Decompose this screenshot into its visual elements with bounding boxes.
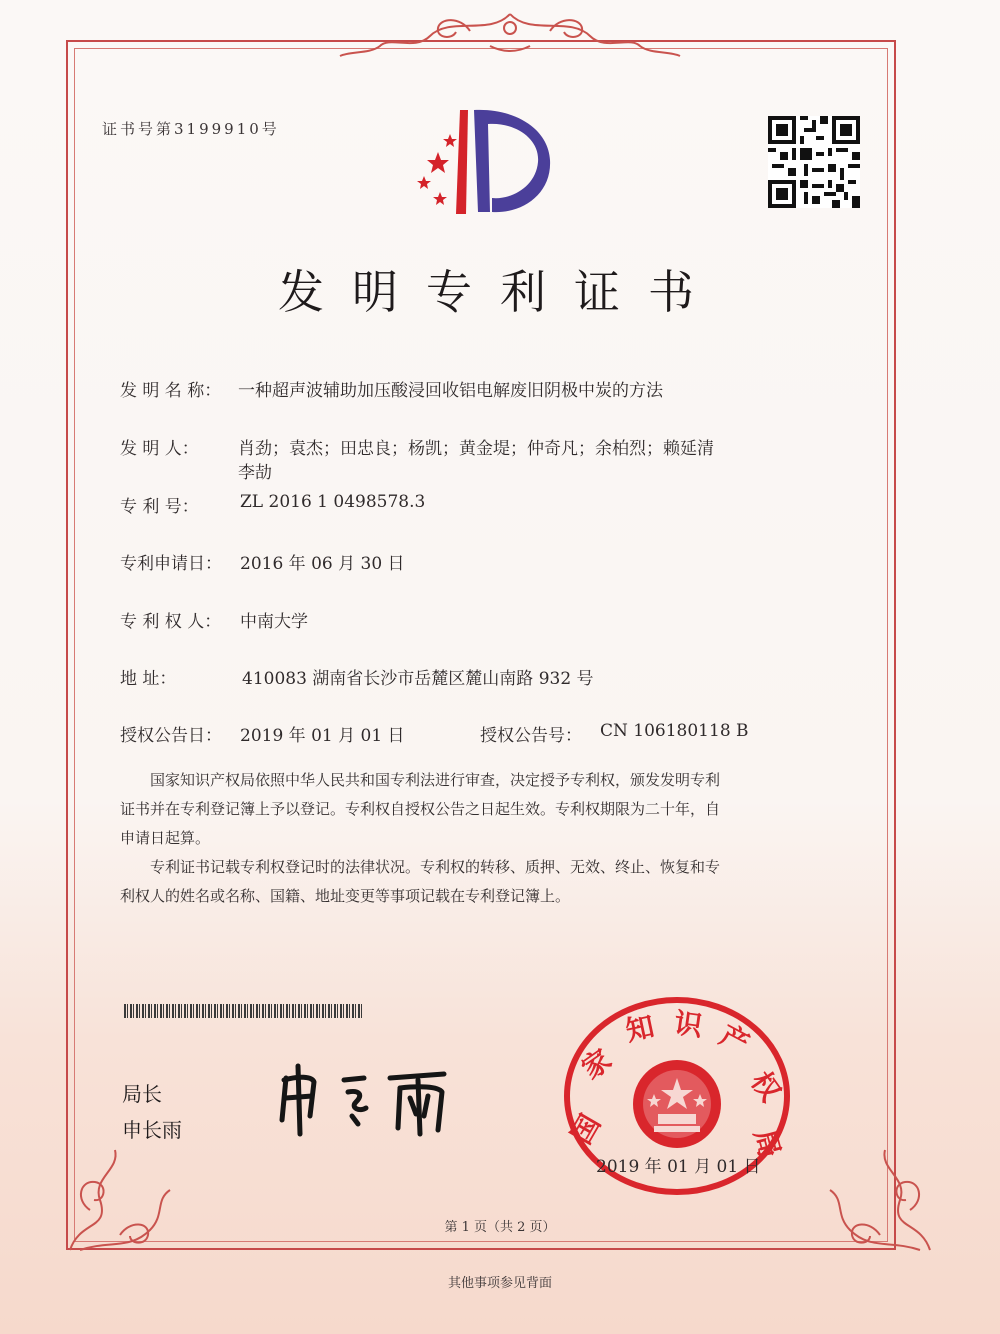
inventors-label: 发 明 人： bbox=[120, 439, 199, 459]
seal-date: 2019 年 01 月 01 日 bbox=[596, 1157, 761, 1177]
grant-date-label: 授权公告日： bbox=[120, 726, 222, 746]
address-value: 410083 湖南省长沙市岳麓区麓山南路 932 号 bbox=[242, 669, 594, 689]
grant-number-value: CN 106180118 B bbox=[600, 721, 749, 741]
address-label: 地 址： bbox=[120, 669, 177, 689]
svg-text:家: 家 bbox=[575, 1042, 618, 1086]
patentee-value: 中南大学 bbox=[240, 612, 308, 632]
bottom-right-ornament-icon bbox=[820, 1110, 940, 1260]
patent-office-logo-icon bbox=[404, 104, 560, 222]
invention-name-label: 发 明 名 称： bbox=[120, 381, 222, 401]
svg-text:局: 局 bbox=[747, 1125, 787, 1162]
certificate-number: 证书号第3199910号 bbox=[102, 120, 280, 138]
signer-role: 局长 bbox=[122, 1082, 162, 1106]
paragraph1-line3: 申请日起算。 bbox=[120, 829, 211, 847]
svg-text:权: 权 bbox=[744, 1065, 788, 1108]
application-date-value: 2016 年 06 月 30 日 bbox=[240, 554, 405, 574]
patent-number-label: 专 利 号： bbox=[120, 497, 199, 517]
paragraph2-line2: 利权人的姓名或名称、国籍、地址变更等事项记载在专利登记簿上。 bbox=[120, 887, 571, 905]
certificate-title: 发明专利证书 bbox=[278, 265, 722, 319]
svg-text:知: 知 bbox=[622, 1009, 658, 1048]
inventors-value-line2: 李劼 bbox=[238, 463, 272, 483]
grant-number-label: 授权公告号： bbox=[480, 726, 582, 746]
svg-text:国: 国 bbox=[564, 1108, 608, 1150]
patent-number-value: ZL 2016 1 0498578.3 bbox=[240, 492, 426, 512]
signature-icon bbox=[268, 1058, 488, 1138]
grant-date-value: 2019 年 01 月 01 日 bbox=[240, 726, 405, 746]
inventors-value-line1: 肖劲；袁杰；田忠良；杨凯；黄金堤；仲奇凡；余柏烈；赖延清 bbox=[238, 439, 714, 459]
signer-name: 申长雨 bbox=[122, 1118, 182, 1142]
paragraph1-line2: 证书并在专利登记簿上予以登记。专利权自授权公告之日起生效。专利权期限为二十年，自 bbox=[120, 800, 721, 818]
paragraph2-line1: 专利证书记载专利权登记时的法律状况。专利权的转移、质押、无效、终止、恢复和专 bbox=[150, 858, 721, 876]
top-ornament-icon bbox=[320, 6, 700, 66]
page-indicator: 第 1 页（共 2 页） bbox=[444, 1220, 556, 1235]
patentee-label: 专 利 权 人： bbox=[120, 612, 222, 632]
footer-note: 其他事项参见背面 bbox=[447, 1276, 552, 1291]
barcode-icon bbox=[124, 1004, 362, 1018]
application-date-label: 专利申请日： bbox=[120, 554, 222, 574]
paragraph1-line1: 国家知识产权局依照中华人民共和国专利法进行审查，决定授予专利权，颁发发明专利 bbox=[150, 771, 721, 789]
svg-text:产: 产 bbox=[714, 1018, 755, 1061]
invention-name-value: 一种超声波辅助加压酸浸回收铝电解废旧阴极中炭的方法 bbox=[238, 381, 663, 401]
svg-text:识: 识 bbox=[672, 1006, 705, 1043]
qr-code-icon bbox=[768, 116, 860, 208]
